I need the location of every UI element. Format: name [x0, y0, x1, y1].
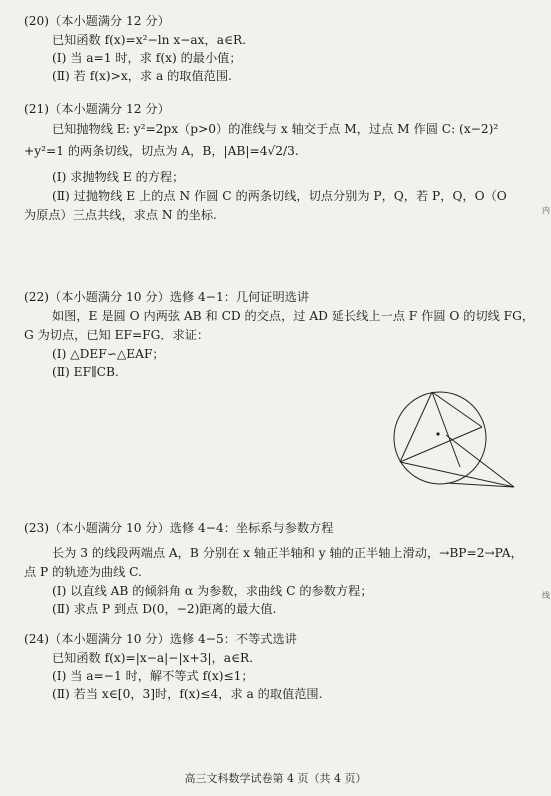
q22-part1: (Ⅰ) △DEF∽△EAF；	[52, 347, 165, 361]
q23-part1: (Ⅰ) 以直线 AB 的倾斜角 α 为参数，求曲线 C 的参数方程；	[52, 584, 373, 598]
q20-part2: (Ⅱ) 若 f(x)>x，求 a 的取值范围.	[52, 69, 232, 83]
margin-mark-lower: 线	[542, 591, 550, 600]
q20-header: (20)（本小题满分 12 分）	[24, 14, 170, 28]
q21-part2-line1: (Ⅱ) 过抛物线 E 上的点 N 作圆 C 的两条切线，切点分别为 P，Q，若 P，Q，O（O	[52, 189, 507, 203]
q21-part2-line2: 为原点）三点共线，求点 N 的坐标.	[24, 208, 217, 222]
q24-stem: 已知函数 f(x)=|x−a|−|x+3|，a∈R.	[52, 651, 254, 665]
page-footer: 高三文科数学试卷第 4 页（共 4 页）	[184, 772, 367, 785]
q24-header: (24)（本小题满分 10 分）选修 4−5：不等式选讲	[24, 632, 297, 646]
q22-part2: (Ⅱ) EF∥CB.	[52, 365, 119, 379]
chord-cd	[432, 392, 460, 467]
q23-header: (23)（本小题满分 10 分）选修 4−4：坐标系与参数方程	[24, 521, 334, 535]
q23-part2: (Ⅱ) 求点 P 到点 D(0，−2)距离的最大值.	[52, 602, 277, 616]
q22-stem-line1: 如图，E 是圆 O 内两弦 AB 和 CD 的交点，过 AD 延长线上一点 F 作圆 O 的切线 FG，	[52, 309, 535, 323]
chord-ab	[400, 427, 482, 462]
q21-part1: (Ⅰ) 求抛物线 E 的方程；	[52, 170, 185, 184]
circle-o	[394, 392, 486, 484]
q23-stem-line1: 长为 3 的线段两端点 A，B 分别在 x 轴正半轴和 y 轴的正半轴上滑动，→BP=2→PA，	[52, 546, 523, 560]
q24-part2: (Ⅱ) 若当 x∈[0，3]时，f(x)≤4，求 a 的取值范围.	[52, 687, 323, 701]
q21-stem-line2: +y²=1 的两条切线，切点为 A，B，|AB|=4√2/3.	[24, 144, 299, 158]
q21-stem-line1: 已知抛物线 E: y²=2px（p>0）的准线与 x 轴交于点 M，过点 M 作圆 C: (x−2)²	[52, 122, 499, 136]
q20-part1: (Ⅰ) 当 a=1 时，求 f(x) 的最小值；	[52, 51, 242, 65]
q22-header: (22)（本小题满分 10 分）选修 4−1：几何证明选讲	[24, 290, 310, 304]
q24-part1: (Ⅰ) 当 a=−1 时，解不等式 f(x)≤1；	[52, 669, 254, 683]
q20-stem: 已知函数 f(x)=x²−ln x−ax，a∈R.	[52, 33, 247, 47]
segment-cb	[432, 392, 482, 427]
q21-header: (21)（本小题满分 12 分）	[24, 102, 170, 116]
circle-geometry-figure	[382, 372, 532, 502]
q22-stem-line2: G 为切点，已知 EF=FG．求证：	[24, 328, 210, 342]
q23-stem-line2: 点 P 的轨迹为曲线 C.	[24, 565, 142, 579]
segment-ca	[400, 392, 432, 462]
center-dot	[436, 432, 439, 435]
margin-mark-mid: 内	[542, 206, 550, 215]
